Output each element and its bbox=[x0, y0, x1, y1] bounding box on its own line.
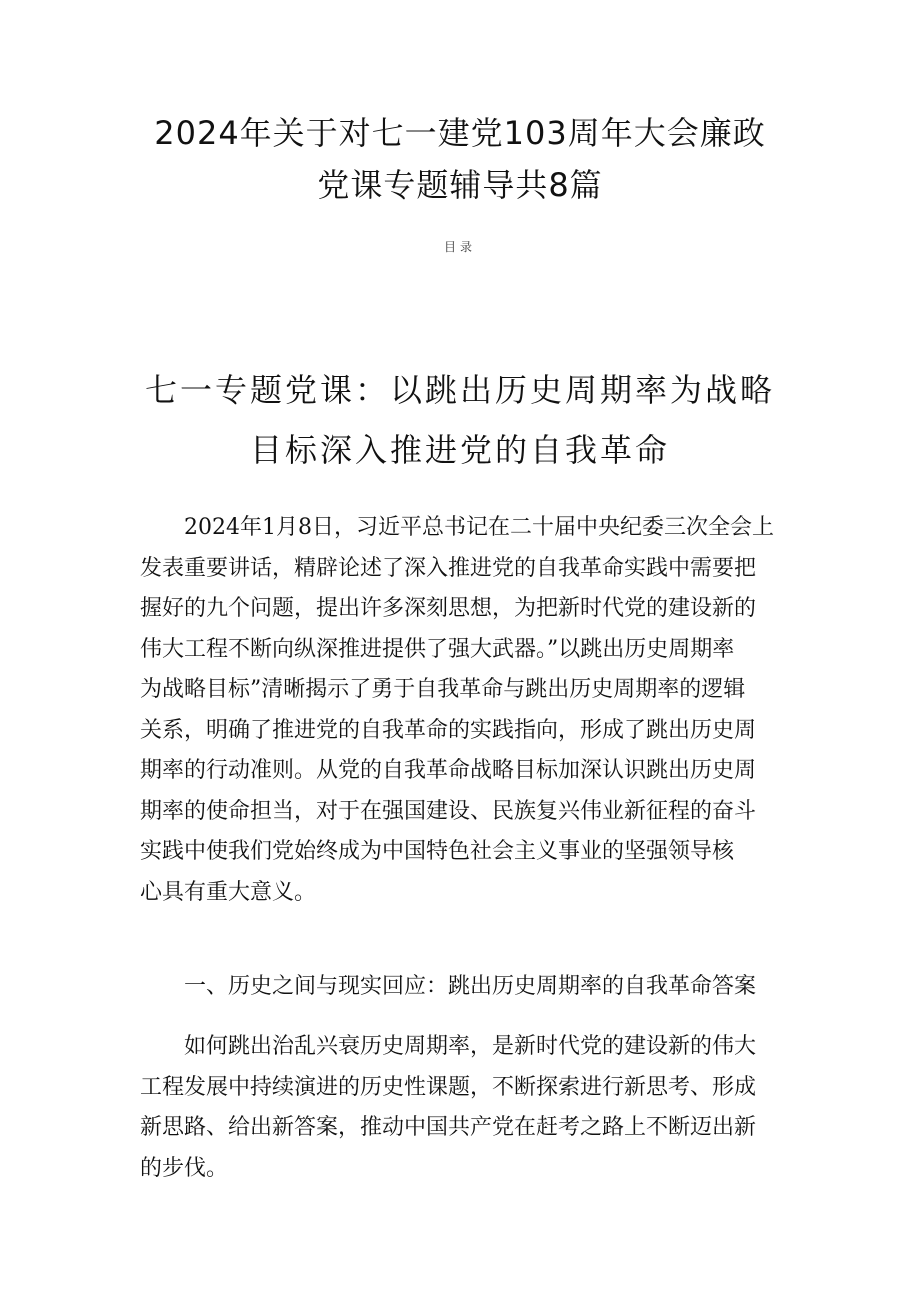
paragraph-line: 的步伐。 bbox=[140, 1155, 229, 1181]
paragraph-line: 如何跳出治乱兴衰历史周期率，是新时代党的建设新的伟大 bbox=[184, 1034, 757, 1059]
paragraph-line: 工程发展中持续演进的历史性课题，不断探索进行新思考、形成 bbox=[140, 1074, 757, 1100]
document-title-line: 党课专题辅导共8篇 bbox=[317, 166, 603, 204]
section-title-line: 七一专题党课：以跳出历史周期率为战略 bbox=[144, 371, 775, 409]
paragraph-intro bbox=[140, 508, 790, 913]
heading-line: 一、历史之间与现实回应：跳出历史周期率的自我革命答案 bbox=[184, 974, 757, 999]
paragraph-line: 2024年1月8日，习近平总书记在二十届中央纪委三次全会上 bbox=[184, 515, 774, 540]
paragraph-line: 握好的九个问题，提出许多深刻思想，为把新时代党的建设新的 bbox=[140, 596, 757, 621]
section-heading-one bbox=[140, 967, 790, 1008]
paragraph-one bbox=[140, 1027, 790, 1189]
document-title bbox=[0, 107, 920, 211]
paragraph-line: 伟大工程不断向纵深推进提供了强大武器。”以跳出历史周期率 bbox=[140, 636, 735, 662]
paragraph-line: 为战略目标”清晰揭示了勇于自我革命与跳出历史周期率的逻辑 bbox=[140, 677, 746, 702]
paragraph-line: 发表重要讲话，精辟论述了深入推进党的自我革命实践中需要把 bbox=[140, 555, 757, 581]
document-title-line: 2024年关于对七一建党103周年大会廉政 bbox=[154, 114, 766, 152]
paragraph-line: 期率的使命担当，对于在强国建设、民族复兴伟业新征程的奋斗 bbox=[140, 798, 757, 824]
paragraph-line: 关系，明确了推进党的自我革命的实践指向，形成了跳出历史周 bbox=[140, 717, 757, 743]
paragraph-line: 实践中使我们党始终成为中国特色社会主义事业的坚强领导核 bbox=[140, 839, 735, 864]
section-title-line: 目标深入推进党的自我革命 bbox=[249, 431, 670, 469]
section-title bbox=[0, 360, 920, 480]
toc-label: 目录 bbox=[443, 240, 476, 254]
paragraph-line: 期率的行动准则。从党的自我革命战略目标加深认识跳出历史周 bbox=[140, 758, 757, 783]
paragraph-line: 新思路、给出新答案，推动中国共产党在赶考之路上不断迈出新 bbox=[140, 1115, 757, 1140]
paragraph-line: 心具有重大意义。 bbox=[140, 879, 317, 905]
